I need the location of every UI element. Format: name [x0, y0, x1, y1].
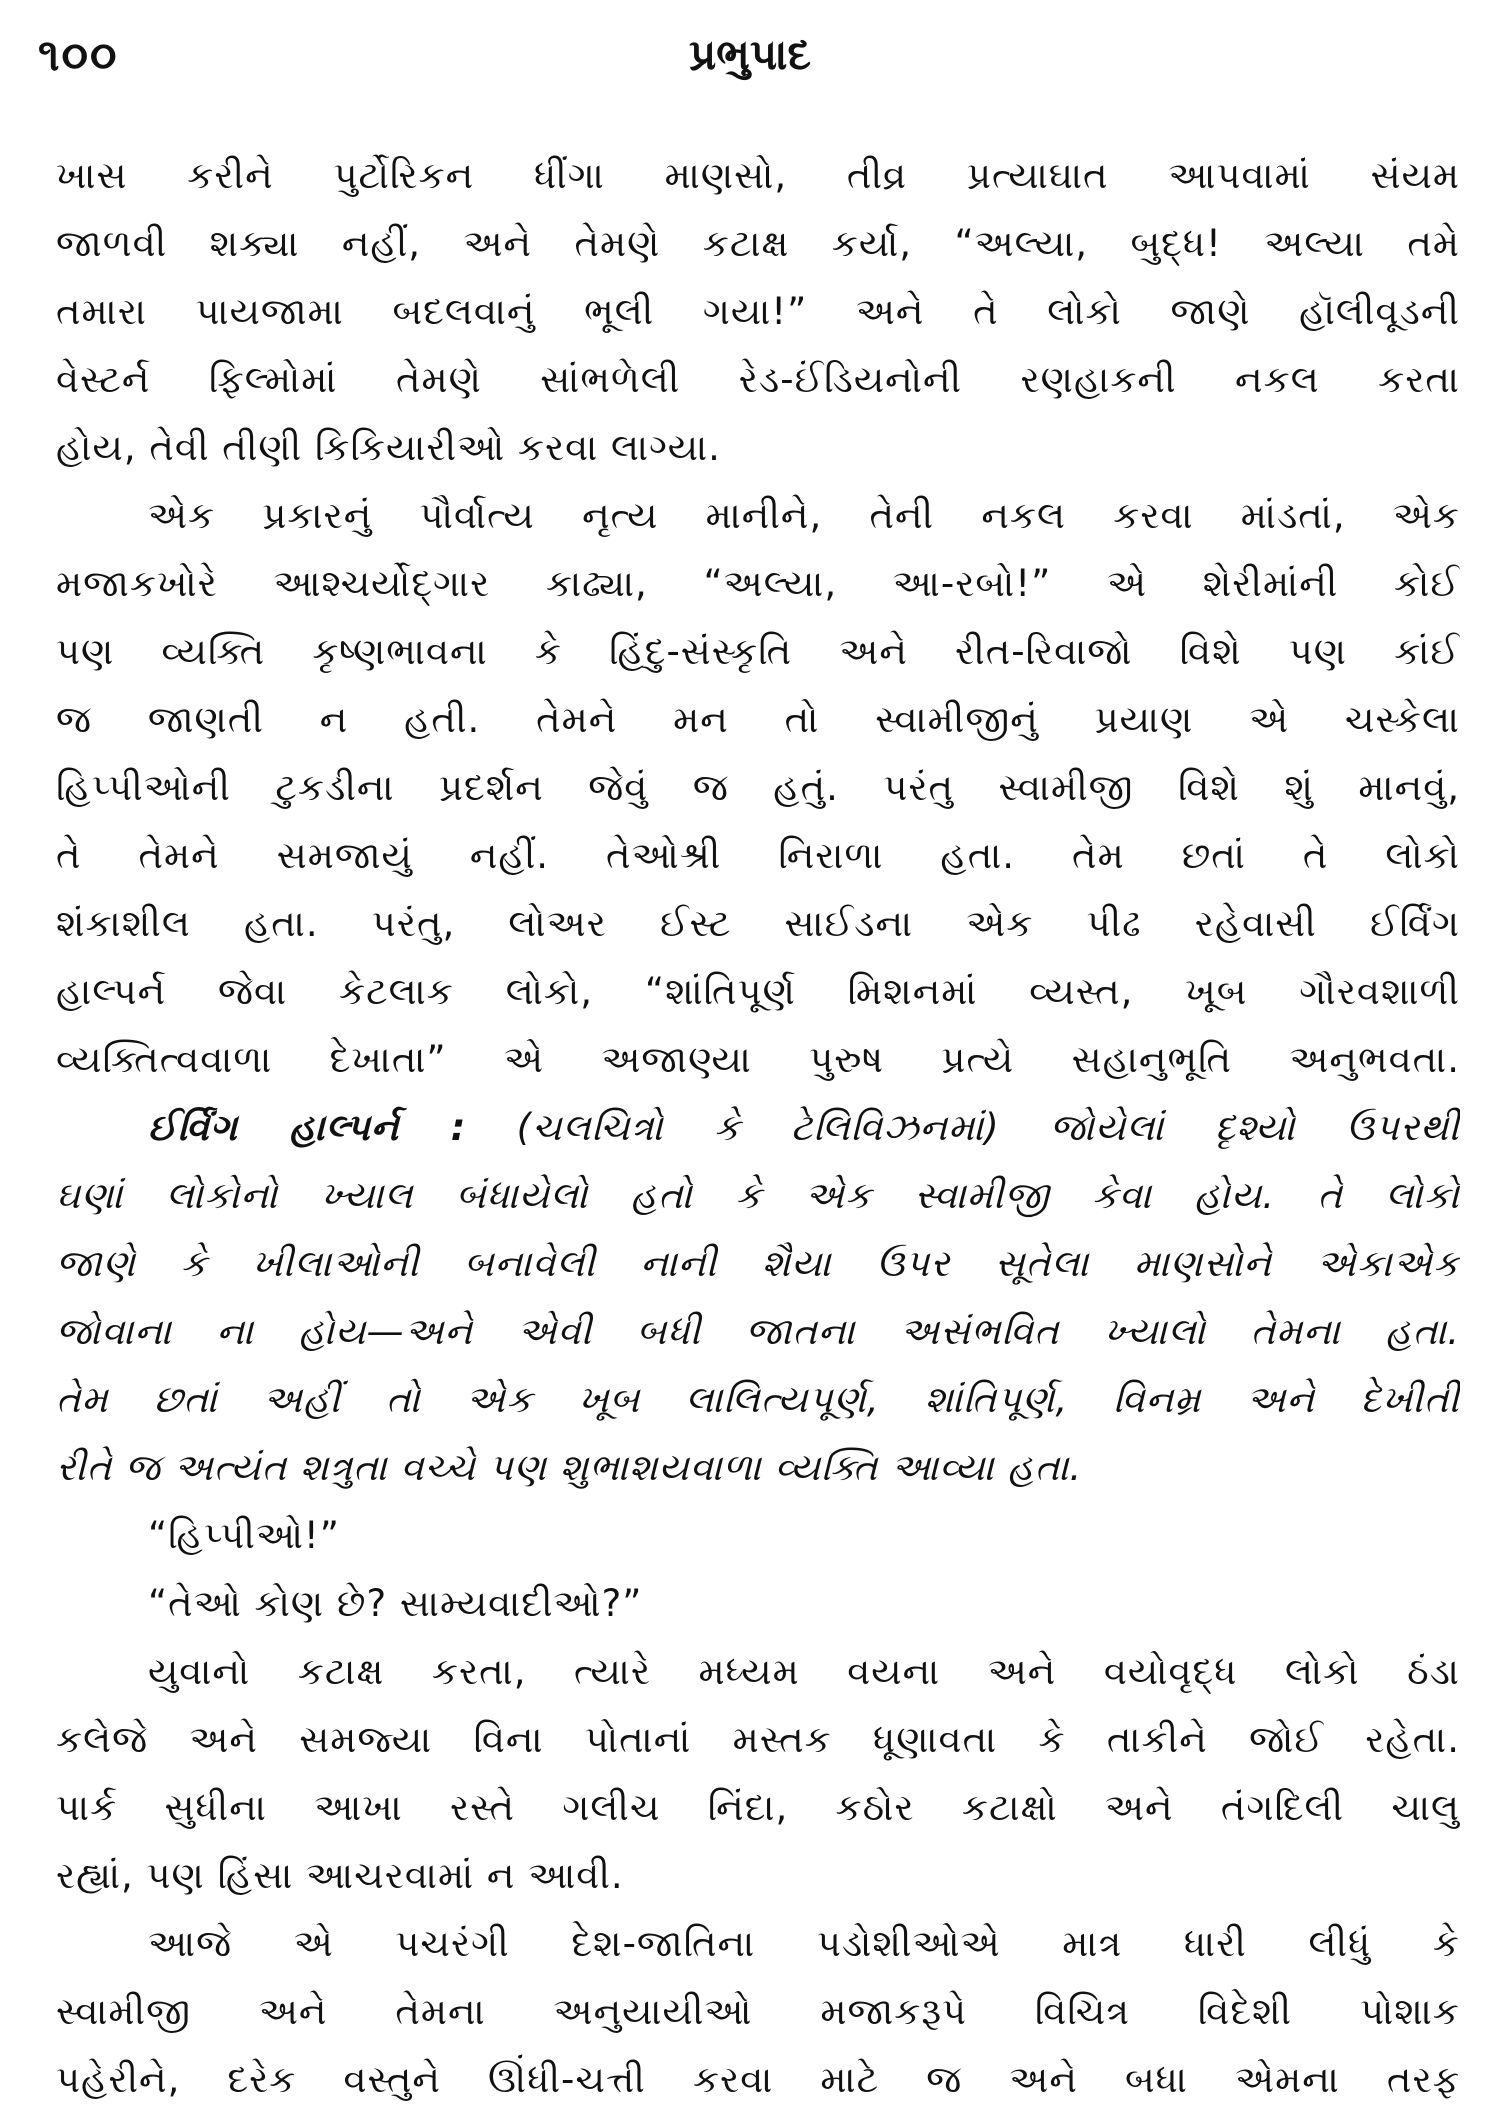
text-line: તમારા પાયજામા બદલવાનું ભૂલી ગયા!” અને તે લોકો જાણે હૉલીવૂડની	[56, 290, 1460, 333]
text-line: વેસ્ટર્ન ફિલ્મોમાં તેમણે સાંભળેલી રેડ-ઈંડિયનોની રણહાકની નકલ કરતા	[56, 358, 1460, 401]
text-line: જ જાણતી ન હતી. તેમને મન તો સ્વામીજીનું પ્રયાણ એ ચસ્કેલા	[56, 698, 1460, 741]
quote-line: જોવાના ના હોય—અને એવી બધી જાતના અસંભવિત ખ્યાલો તેમના હતા.	[56, 1310, 1460, 1353]
text-line: હોય, તેવી તીણી કિકિયારીઓ કરવા લાગ્યા.	[56, 426, 721, 469]
text-line: હિપ્પીઓની ટુકડીના પ્રદર્શન જેવું જ હતું. પરંતુ સ્વામીજી વિશે શું માનવું,	[56, 766, 1460, 809]
text-line: રહ્યાં, પણ હિંસા આચરવામાં ન આવી.	[56, 1854, 624, 1897]
text-line: કલેજે અને સમજ્યા વિના પોતાનાં મસ્તક ધૂણાવતા કે તાકીને જોઈ રહેતા.	[56, 1718, 1460, 1761]
body-text	[56, 142, 1460, 2114]
quote-first-line-text: (ચલચિત્રો કે ટેલિવિઝનમાં) જોયેલાં દૃશ્યો ઉપરથી	[516, 1106, 1460, 1149]
quote-line: રીતે જ અત્યંત શત્રુતા વચ્ચે પણ શુભાશયવાળા વ્યક્તિ આવ્યા હતા.	[56, 1446, 1083, 1489]
running-header-title: પ્રભુપાદ	[689, 30, 811, 79]
quote-line: ઘણાં લોકોનો ખ્યાલ બંધાયેલો હતો કે એક સ્વામીજી કેવા હોય. તે લોકો	[56, 1174, 1460, 1217]
text-line: હાલ્પર્ન જેવા કેટલાક લોકો, “શાંતિપૂર્ણ મિશનમાં વ્યસ્ત, ખૂબ ગૌરવશાળી	[56, 970, 1460, 1013]
quote-first-line	[56, 1094, 1460, 1162]
text-line: યુવાનો કટાક્ષ કરતા, ત્યારે મધ્યમ વયના અને વયોવૃદ્ધ લોકો ઠંડા	[148, 1650, 1460, 1693]
quote-line: તેમ છતાં અહીં તો એક ખૂબ લાલિત્યપૂર્ણ, શાંતિપૂર્ણ, વિનમ્ર અને દેખીતી	[56, 1378, 1460, 1421]
text-line: પાર્ક સુધીના આખા રસ્તે ગલીચ નિંદા, કઠોર કટાક્ષો અને તંગદિલી ચાલુ	[56, 1786, 1460, 1829]
text-line: જાળવી શક્યા નહીં, અને તેમણે કટાક્ષ કર્યા, “અલ્યા, બુદ્ધ! અલ્યા તમે	[56, 222, 1460, 265]
text-line: શંકાશીલ હતા. પરંતુ, લોઅર ઈસ્ટ સાઈડના એક પીઢ રહેવાસી ઈર્વિંગ	[56, 902, 1460, 945]
text-line: પણ વ્યક્તિ કૃષ્ણભાવના કે હિંદુ-સંસ્કૃતિ અને રીત-રિવાજો વિશે પણ કાંઈ	[56, 630, 1460, 673]
text-line: વ્યક્તિત્વવાળા દેખાતા” એ અજાણ્યા પુરુષ પ્રત્યે સહાનુભૂતિ અનુભવતા.	[56, 1038, 1460, 1081]
text-line: એક પ્રકારનું પૌર્વાત્ય નૃત્ય માનીને, તેની નકલ કરવા માંડતાં, એક	[148, 494, 1460, 537]
text-line: પહેરીને, દરેક વસ્તુને ઊંધી-ચત્તી કરવા માટે જ અને બધા એમના તરફ	[56, 2058, 1460, 2101]
page-number: ૧૦૦	[38, 30, 119, 81]
text-line: આજે એ પચરંગી દેશ-જાતિના પડોશીઓએ માત્ર ધારી લીધું કે	[148, 1922, 1460, 1965]
speaker-name: ઈર્વિંગ હાલ્પર્ન :	[148, 1106, 467, 1149]
text-line: મજાકખોરે આશ્ચર્યોદ્‌ગાર કાઢ્યા, “અલ્યા, આ-રબો!” એ શેરીમાંની કોઈ	[56, 562, 1460, 605]
text-line: સ્વામીજી અને તેમના અનુયાયીઓ મજાકરૂપે વિચિત્ર વિદેશી પોશાક	[56, 1990, 1460, 2033]
text-line: “તેઓ કોણ છે? સામ્યવાદીઓ?”	[148, 1582, 643, 1625]
text-line: તે તેમને સમજાયું નહીં. તેઓશ્રી નિરાળા હતા. તેમ છતાં તે લોકો	[56, 834, 1460, 877]
quote-line: જાણે કે ખીલાઓની બનાવેલી નાની શૈયા ઉપર સૂતેલા માણસોને એકાએક	[56, 1242, 1460, 1285]
text-line: “હિપ્પીઓ!”	[148, 1514, 340, 1557]
text-line: ખાસ કરીને પુર્ટોરિકન ધીંગા માણસો, તીવ્ર પ્રત્યાઘાત આપવામાં સંયમ	[56, 154, 1460, 197]
